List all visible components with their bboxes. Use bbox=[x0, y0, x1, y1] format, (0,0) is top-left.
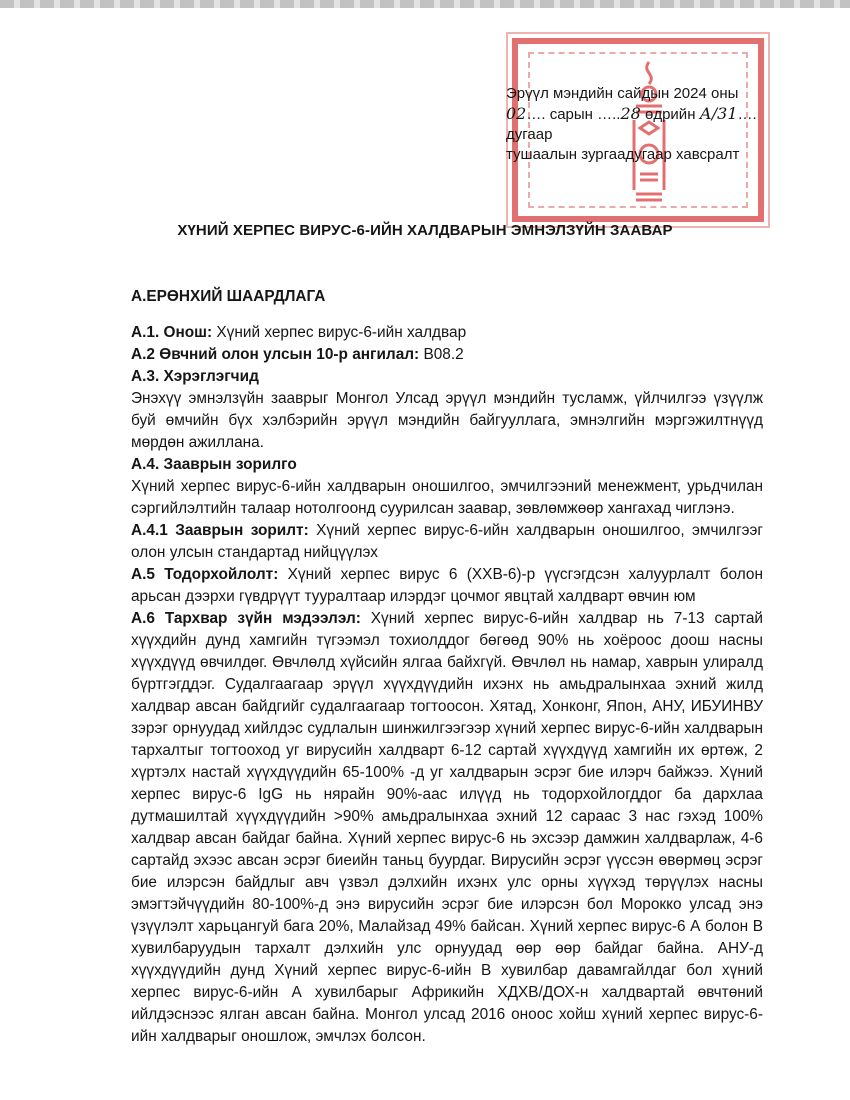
a4-label: А.4. Зааврын зорилго bbox=[131, 456, 297, 473]
header-line-1: Эрүүл мэндийн сайдын 2024 оны bbox=[506, 85, 739, 102]
item-a3-text: Энэхүү эмнэлзүйн зааврыг Монгол Улсад эрүүл мэндийн тусламж, үйлчилгээ үзүүлж буй өмчийн бүх хэлбэрийн эрүүл мэндийн байгууллага, эмнэлгийн мэргэжилтнүүд мөрдөн ажиллана. bbox=[131, 390, 763, 451]
a1-label: А.1. Онош: bbox=[131, 324, 213, 341]
item-a1 bbox=[131, 322, 763, 344]
a1-text: Хүний херпес вирус-6-ийн халдвар bbox=[212, 324, 467, 341]
a2-label: А.2 Өвчний олон улсын 10-р ангилал: bbox=[131, 346, 420, 363]
item-a6 bbox=[131, 608, 763, 1048]
item-a3-heading bbox=[131, 366, 763, 388]
a41-label: А.4.1 Зааврын зорилт: bbox=[131, 522, 309, 539]
a5-label: А.5 Тодорхойлолт: bbox=[131, 566, 279, 583]
order-number-word: дугаар bbox=[506, 126, 553, 143]
order-number-handwritten: А/31 bbox=[699, 104, 738, 123]
item-a41 bbox=[131, 520, 763, 564]
month-handwritten: 02 bbox=[506, 104, 527, 123]
a3-label: А.3. Хэрэглэгчид bbox=[131, 368, 259, 385]
item-a4-heading bbox=[131, 454, 763, 476]
a6-label: А.6 Тархвар зүйн мэдээлэл: bbox=[131, 610, 361, 627]
section-heading: А.ЕРӨНХИЙ ШААРДЛАГА bbox=[131, 288, 326, 305]
header-line-3: тушаалын зургаадугаар хавсралт bbox=[506, 146, 740, 163]
a6-text: Хүний херпес вирус-6-ийн халдвар нь 7-13 сартай хүүхдийн дунд хамгийн түгээмэл тохиолддог бөгөөд 90% нь хоёроос доош насны хүүхдүүд өвчилдөг. Өвчлөлд хүйсийн ялгаа байхгүй. Өвчлөл нь намар, хаврын улиралд бүртгэгддэг. Судалгаагаар эрүүл хүүхдүүдийн ихэнх нь амьдралынхаа эхний жилд халдвар авсан байдгийг судалгаагаар тогтоосон. Хятад, Хонконг, Япон, АНУ, ИБУИНВУ зэрэг орнуудад хийлдэс судлалын шинжилгээгээр хүний херпес вирус-6-ийн халдварын тархалтыг тогтооход уг вирусийн халдварт 6-12 сартай хүүхдүүд хамгийн их өртөж, 2 хүртэлх настай хүүхдүүдийн 65-100% -д уг халдварын эсрэг бие илэрч байжээ. Хүний херпес вирус-6 IgG нь нярайн 90%-аас илүүд нь тодорхойлогддог ба дархлаа дутмашилтай хүүхдүүдийн >90% амьдралынхаа эхний 12 сараас 3 нас гэхэд 100% халдвар авсан байдаг байна. Хүний херпес вирус-6 нь эхсээр дамжин халдварлаж, 4-6 сартайд эхээс авсан эсрэг биеийн таньц буурдаг. Вирусийн эсрэг үүссэн өвөрмөц эсрэг бие илэрсэн байдлыг авч үзвэл дэлхийн ихэнх улс орны хүүхэд төрүүлэх насны эмэгтэйчүүдийн 80-100%-д энэ вирусийн эсрэг бие илэрсэн бол Морокко улсад энэ үзүүлэлт харьцангуй бага 20%, Малайзад 49% байсан. Хүний херпес вирус-6 А болон В хувилбаруудын тархалт дэлхийн улс орнуудад өөр өөр байдаг байна. АНУ-д хүүхдүүдийн дунд Хүний херпес вирус-6-ийн В хувилбар давамгайлдаг бол хүний херпес вирус-6-ийн А хувилбарыг Африкийн ХДХВ/ДОХ-н халдвартай өвчтөний ийлдэснээс ялган авсан байна. Монгол улсад 2016 оноос хойш хүний херпес вирус-6-ийн халдварыг оношлож, эмчлэх болсон. bbox=[131, 610, 763, 1045]
item-a5 bbox=[131, 564, 763, 608]
order-number-dots: …. bbox=[737, 106, 757, 123]
a41-text: Хүний херпес вирус-6-ийн халдварын оношилгоо, эмчилгээг олон улсын стандартад нийцүүлэх bbox=[131, 522, 764, 561]
day-dots: ….. bbox=[597, 106, 621, 123]
month-dots: …. bbox=[526, 106, 546, 123]
header-line-2 bbox=[506, 104, 786, 145]
a5-text: Хүний херпес вирус 6 (ХХВ-6)-р үүсгэгдсэн халуурлалт болон арьсан дээрхи гүвдрүүт тууралтаар илэрдэг цочмог явцтай халдварт өвчин юм bbox=[131, 566, 763, 605]
document-body bbox=[131, 286, 763, 1048]
item-a4-text: Хүний херпес вирус-6-ийн халдварын оношилгоо, эмчилгээний менежмент, урьдчилан сэргийлэлтийн талаар нотолгоонд суурилсан заавар, зөвлөмжөөр хангахад чиглэнэ. bbox=[131, 478, 763, 517]
document-title: ХҮНИЙ ХЕРПЕС ВИРУС-6-ИЙН ХАЛДВАРЫН ЭМНЭЛЗҮЙН ЗААВАР bbox=[177, 222, 673, 239]
approval-header bbox=[506, 84, 786, 165]
a2-text: B08.2 bbox=[419, 346, 464, 363]
scan-edge bbox=[0, 0, 850, 8]
day-handwritten: 28 bbox=[620, 104, 641, 123]
day-word: өдрийн bbox=[640, 106, 700, 123]
item-a2 bbox=[131, 344, 763, 366]
month-word: сарын bbox=[545, 106, 598, 123]
